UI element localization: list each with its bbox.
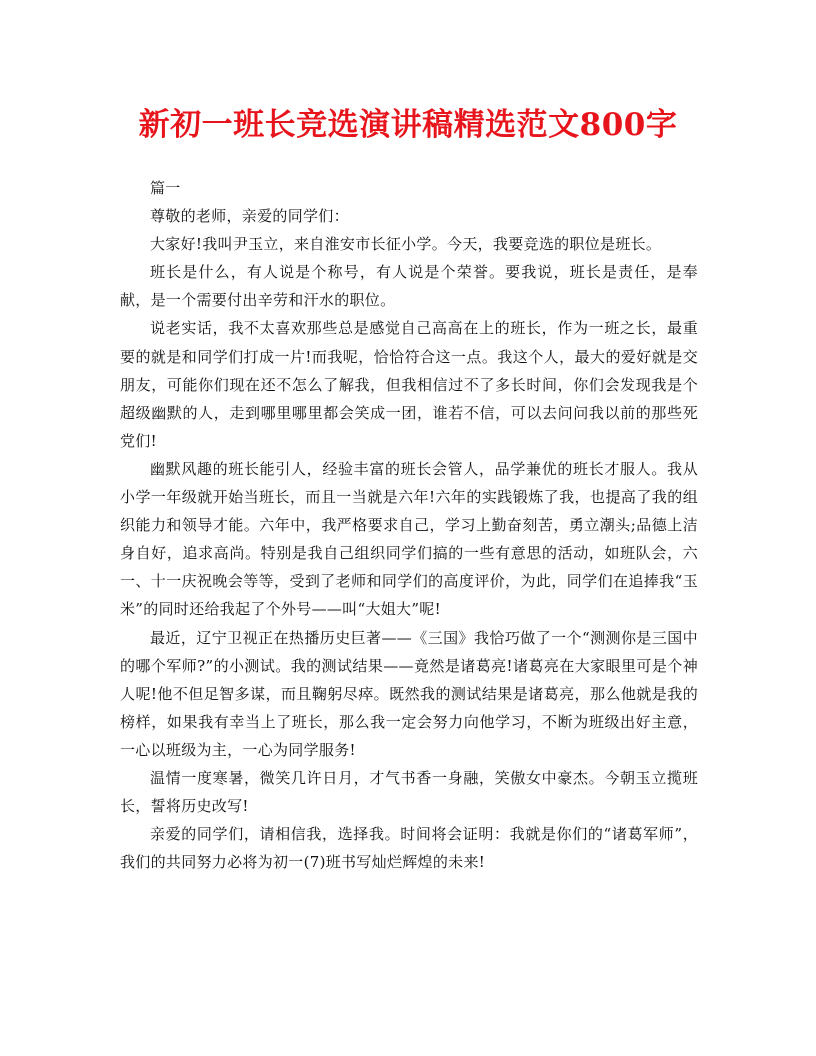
paragraph-greeting: 大家好!我叫尹玉立，来自淮安市长征小学。今天，我要竞选的职位是班长。 [150, 235, 662, 254]
document-title: 新初一班长竞选演讲稿精选范文800字 [138, 107, 678, 143]
paragraph-what-is-monitor: 班长是什么，有人说是个称号，有人说是个荣誉。要我说，班长是责任，是奉献，是一个需要付出辛劳和汗水的职位。 [120, 263, 698, 310]
section-heading: 篇一 [150, 179, 181, 197]
paragraph-three-kingdoms: 最近，辽宁卫视正在热播历史巨著——《三国》我恰巧做了一个“测测你是三国中的哪个军师?”的小测试。我的测试结果——竟然是诸葛亮!诸葛亮在大家眼里可是个神人呢!他不但足智多谋，而且鞠躬尽瘁。既然我的测试结果是诸葛亮，那么他就是我的榜样，如果我有幸当上了班长，那么我一定会努力向他学习，不断为班级出好主意，一心以班级为主，一心为同学服务! [120, 628, 698, 759]
document-body [120, 174, 698, 876]
salutation: 尊敬的老师，亲爱的同学们： [150, 207, 349, 226]
paragraph-verse: 温情一度寒暑，微笑几许日月，才气书香一身融，笑傲女中豪杰。今朝玉立揽班长，誓将历史改写! [120, 768, 698, 816]
paragraph-experience: 幽默风趣的班长能引人，经验丰富的班长会管人，品学兼优的班长才服人。我从小学一年级就开始当班长，而且一当就是六年!六年的实践锻炼了我，也提高了我的组织能力和领导才能。六年中，我严格要求自己，学习上勤奋刻苦，勇立潮头;品德上洁身自好，追求高尚。特别是我自己组织同学们搞的一些有意思的活动，如班队会，六一、十一庆祝晚会等等，受到了老师和同学们的高度评价，为此，同学们在追捧我“玉米”的同时还给我起了个外号——叫“大姐大”呢! [120, 459, 698, 619]
paragraph-personality: 说老实话，我不太喜欢那些总是感觉自己高高在上的班长，作为一班之长，最重要的就是和同学们打成一片!而我呢，恰恰符合这一点。我这个人，最大的爱好就是交朋友，可能你们现在还不怎么了解我，但我相信过不了多长时间，你们会发现我是个超级幽默的人，走到哪里哪里都会笑成一团，谁若不信，可以去问问我以前的那些死党们! [120, 319, 698, 450]
paragraph-closing: 亲爱的同学们，请相信我，选择我。时间将会证明：我就是你们的“诸葛军师”，我们的共同努力必将为初一(7)班书写灿烂辉煌的未来! [120, 825, 698, 872]
